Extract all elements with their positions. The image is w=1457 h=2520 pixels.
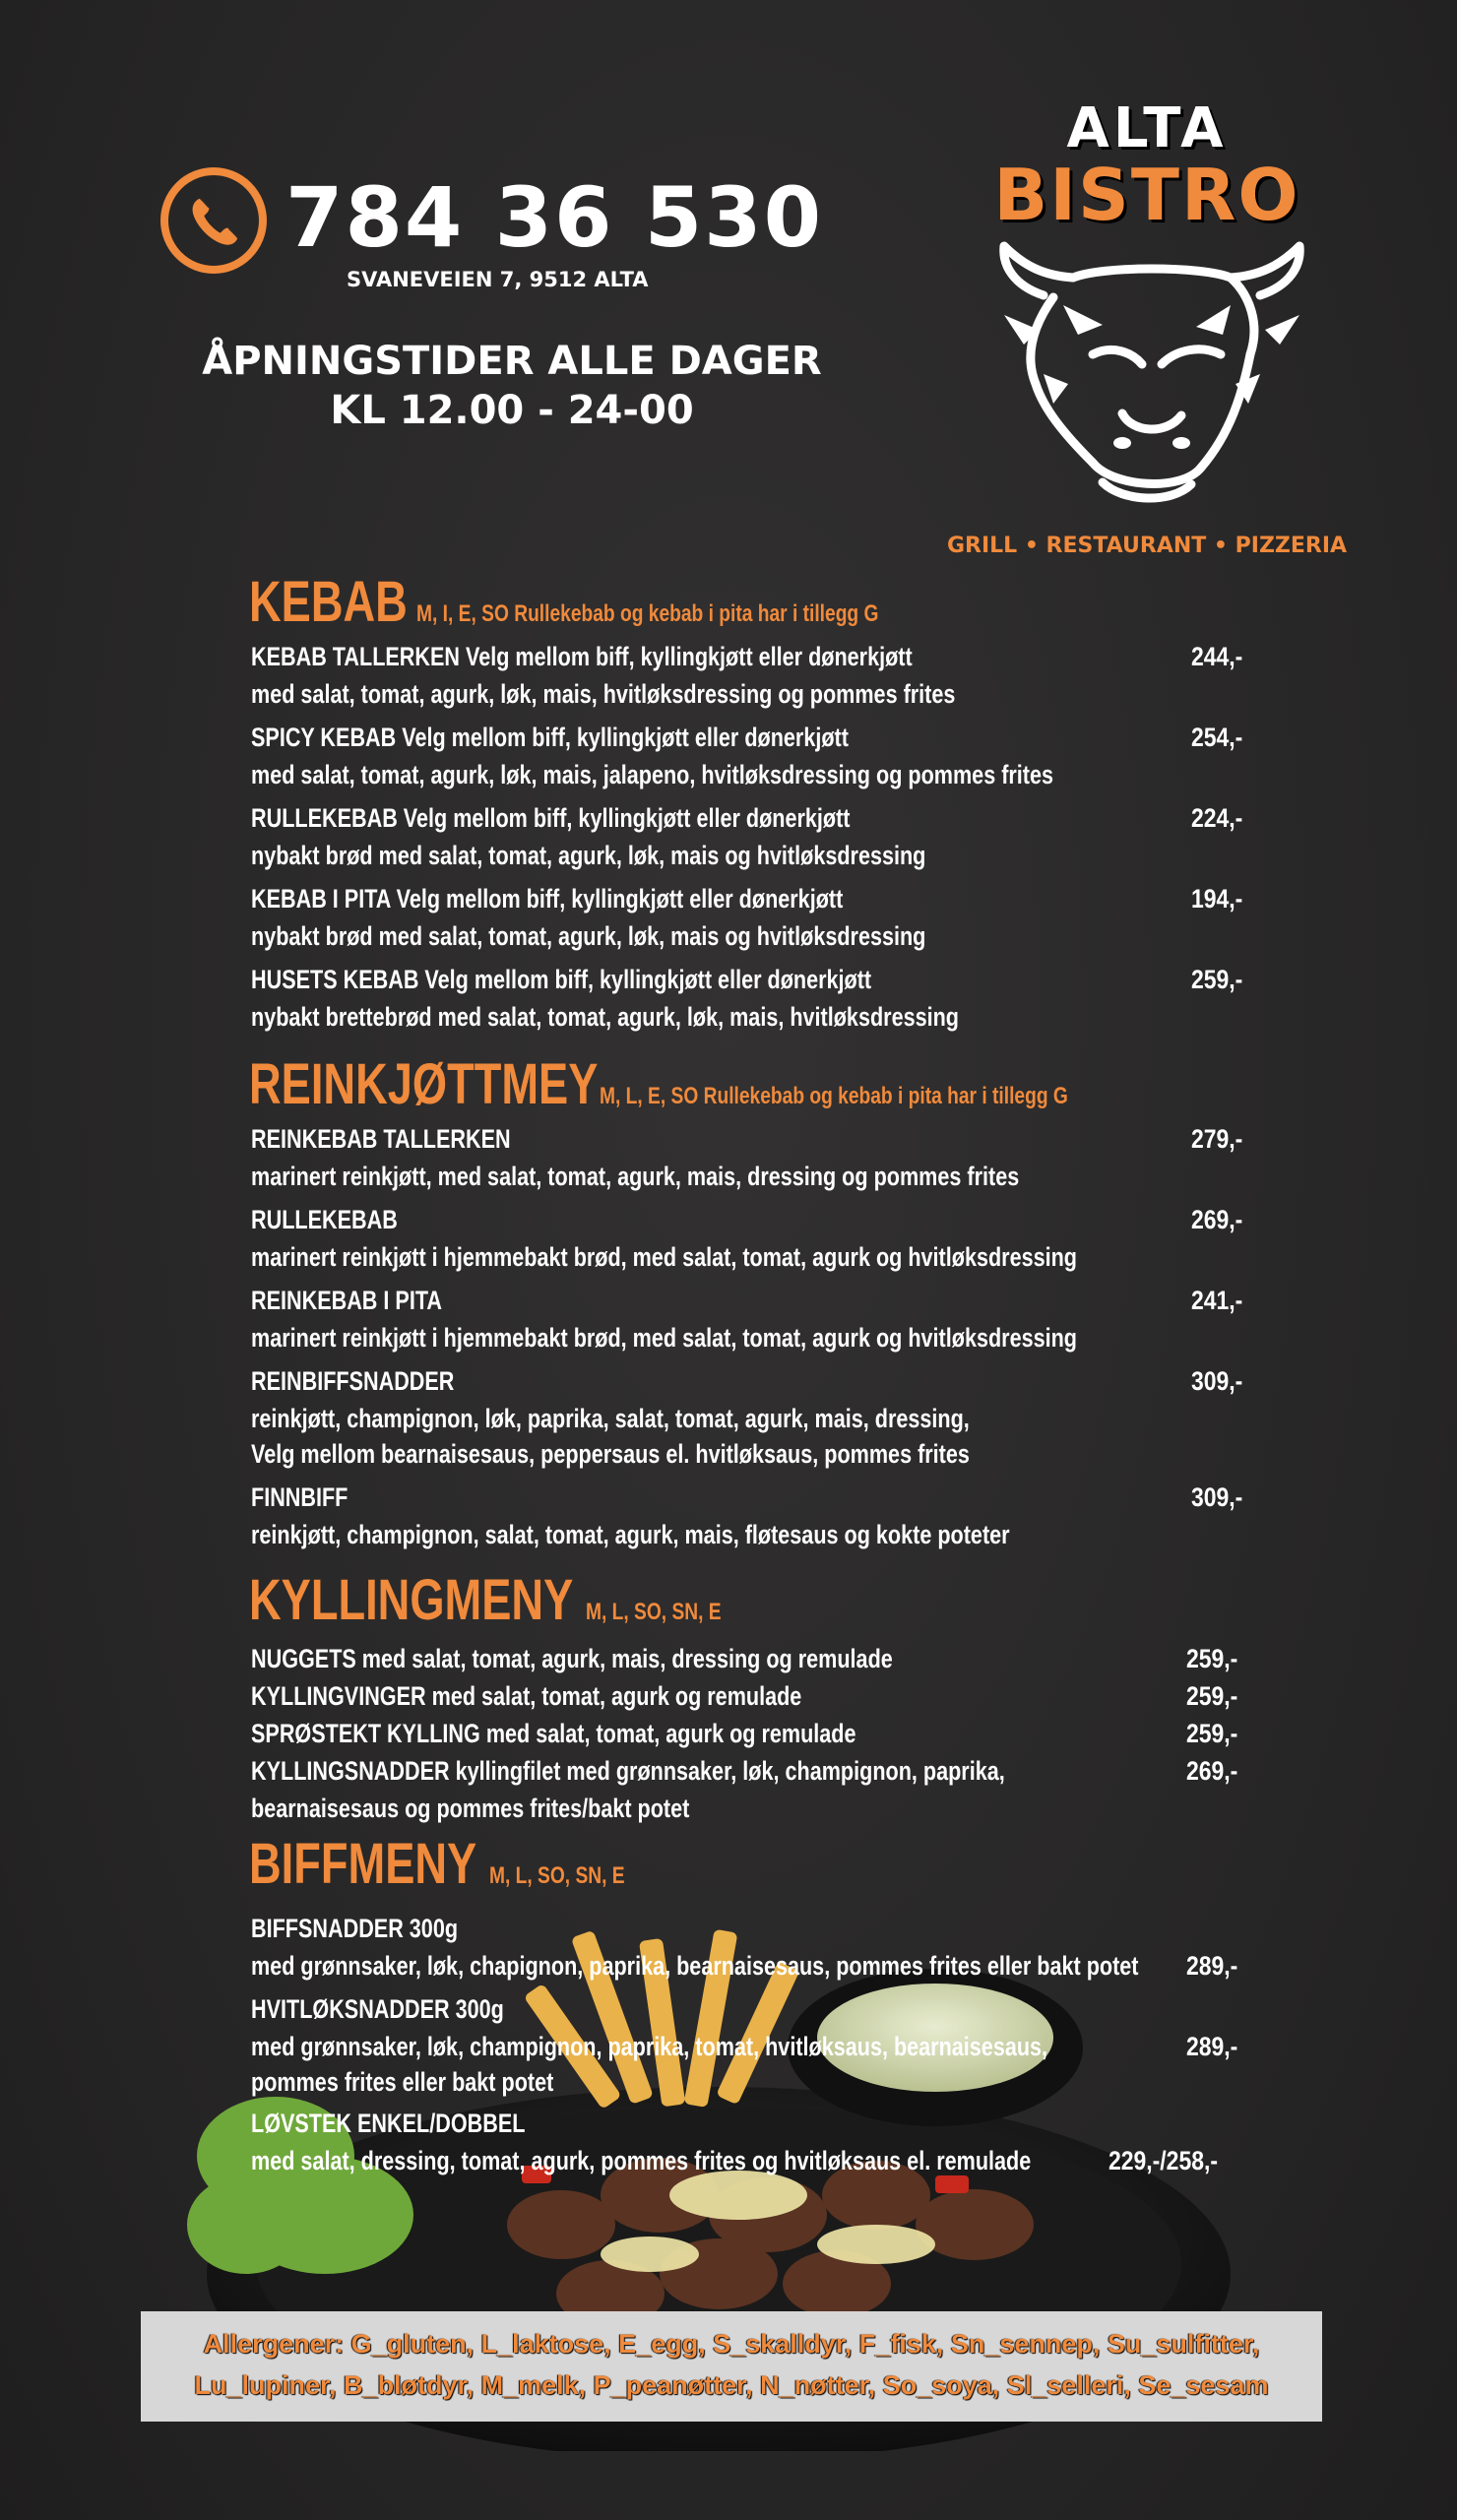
- menu-line: REINBIFFSNADDER: [251, 1366, 455, 1396]
- menu-line: HVITLØKSNADDER 300g: [251, 1994, 504, 2024]
- menu-line: marinert reinkjøtt, med salat, tomat, agurk, mais, dressing og pommes frites: [251, 1162, 1020, 1191]
- menu-line: marinert reinkjøtt i hjemmebakt brød, med salat, tomat, agurk og hvitløksdressing: [251, 1323, 1077, 1353]
- menu-line: LØVSTEK ENKEL/DOBBEL: [251, 2109, 526, 2138]
- menu-line: med grønnsaker, løk, chapignon, paprika, bearnaisesaus, pommes frites eller bakt potet: [251, 1951, 1139, 1981]
- allergen-line: Lu_lupiner, B_bløtdyr, M_melk, P_peanøtter, N_nøtter, So_soya, Sl_selleri, Se_sesam: [194, 2370, 1269, 2400]
- section-title-kebab: KEBAB: [249, 570, 408, 634]
- opening-hours-line2: KL 12.00 - 24-00: [330, 388, 694, 433]
- menu-line: KEBAB TALLERKEN Velg mellom biff, kyllingkjøtt eller dønerkjøtt: [251, 642, 913, 671]
- price: 224,-: [1191, 803, 1243, 833]
- section-subtitle-kebab: M, I, E, SO Rullekebab og kebab i pita har i tillegg G: [416, 600, 879, 627]
- logo-tagline: GRILL • RESTAURANT • PIZZERIA: [946, 534, 1348, 558]
- price: 309,-: [1191, 1366, 1243, 1396]
- menu-line: RULLEKEBAB Velg mellom biff, kyllingkjøtt eller dønerkjøtt: [251, 803, 851, 833]
- opening-hours: [177, 337, 847, 435]
- menu-line: SPICY KEBAB Velg mellom biff, kyllingkjøtt eller dønerkjøtt: [251, 723, 849, 752]
- menu-line: HUSETS KEBAB Velg mellom biff, kyllingkjøtt eller dønerkjøtt: [251, 965, 872, 994]
- menu-line: KYLLINGSNADDER kyllingfilet med grønnsaker, løk, champignon, paprika,: [251, 1756, 1005, 1786]
- price: 259,-: [1191, 965, 1243, 994]
- price: 194,-: [1191, 884, 1243, 914]
- menu-line: RULLEKEBAB: [251, 1205, 398, 1234]
- price: 269,-: [1191, 1205, 1243, 1234]
- menu-line: nybakt brettebrød med salat, tomat, agurk, løk, mais, hvitløksdressing: [251, 1002, 959, 1032]
- menu-line: nybakt brød med salat, tomat, agurk, løk, mais og hvitløksdressing: [251, 841, 926, 870]
- phone-number: 784 36 530: [285, 169, 824, 266]
- menu-line: med grønnsaker, løk, champignon, paprika, tomat, hvitløksaus, bearnaisesaus,: [251, 2032, 1048, 2061]
- price: 269,-: [1186, 1756, 1238, 1786]
- bull-head-icon: [984, 236, 1319, 512]
- section-title-biff: BIFFMENY: [249, 1832, 477, 1896]
- menu-line: med salat, dressing, tomat, agurk, pommes frites og hvitløksaus el. remulade: [251, 2146, 1032, 2175]
- price: 259,-: [1186, 1644, 1238, 1673]
- menu-line: NUGGETS med salat, tomat, agurk, mais, dressing og remulade: [251, 1644, 893, 1673]
- price: 241,-: [1191, 1286, 1243, 1315]
- menu-line: FINNBIFF: [251, 1482, 348, 1512]
- section-subtitle-rein: M, L, E, SO Rullekebab og kebab i pita har i tillegg G: [600, 1083, 1069, 1109]
- menu-line: pommes frites eller bakt potet: [251, 2067, 554, 2097]
- allergen-line: Allergener: G_gluten, L_laktose, E_egg, S_skalldyr, F_fisk, Sn_sennep, Su_sulfitter,: [203, 2329, 1260, 2359]
- section-subtitle-biff: M, L, SO, SN, E: [489, 1862, 626, 1889]
- menu-line: REINKEBAB I PITA: [251, 1286, 443, 1315]
- restaurant-logo: [935, 89, 1359, 571]
- menu-line: nybakt brød med salat, tomat, agurk, løk, mais og hvitløksdressing: [251, 921, 926, 951]
- menu-line: reinkjøtt, champignon, salat, tomat, agurk, mais, fløtesaus og kokte poteter: [251, 1520, 1010, 1549]
- section-header-kebab: [249, 569, 994, 635]
- price: 259,-: [1186, 1719, 1238, 1748]
- section-title-rein: REINKJØTTMEY: [249, 1052, 599, 1116]
- menu-line: med salat, tomat, agurk, løk, mais, jalapeno, hvitløksdressing og pommes frites: [251, 760, 1054, 789]
- address: SVANEVEIEN 7, 9512 ALTA: [347, 268, 649, 291]
- price: 309,-: [1191, 1482, 1243, 1512]
- price: 289,-: [1186, 2032, 1238, 2061]
- menu-line: REINKEBAB TALLERKEN: [251, 1124, 511, 1154]
- price: 254,-: [1191, 723, 1243, 752]
- menu-line: KEBAB I PITA Velg mellom biff, kyllingkjøtt eller dønerkjøtt: [251, 884, 844, 914]
- section-header-kylling: [249, 1567, 755, 1633]
- logo-alta: ALTA: [1066, 96, 1228, 160]
- menu-line: KYLLINGVINGER med salat, tomat, agurk og remulade: [251, 1681, 802, 1711]
- menu-line: Velg mellom bearnaisesaus, peppersaus el. hvitløksaus, pommes frites: [251, 1439, 970, 1469]
- section-subtitle-kylling: M, L, SO, SN, E: [586, 1599, 722, 1625]
- price: 279,-: [1191, 1124, 1243, 1154]
- price: 229,-/258,-: [1109, 2146, 1219, 2175]
- menu-line: SPRØSTEKT KYLLING med salat, tomat, agurk og remulade: [251, 1719, 856, 1748]
- menu-line: reinkjøtt, champignon, løk, paprika, salat, tomat, agurk, mais, dressing,: [251, 1404, 970, 1433]
- price: 244,-: [1191, 642, 1243, 671]
- price: 259,-: [1186, 1681, 1238, 1711]
- menu-line: med salat, tomat, agurk, løk, mais, hvitløksdressing og pommes frites: [251, 679, 956, 709]
- menu-line: marinert reinkjøtt i hjemmebakt brød, med salat, tomat, agurk og hvitløksdressing: [251, 1242, 1077, 1272]
- allergen-info-box: [141, 2311, 1322, 2422]
- logo-bistro: BISTRO: [993, 154, 1300, 236]
- price: 289,-: [1186, 1951, 1238, 1981]
- menu-line: BIFFSNADDER 300g: [251, 1914, 459, 1943]
- section-title-kylling: KYLLINGMENY: [249, 1568, 574, 1632]
- phone-icon: [160, 167, 267, 274]
- section-header-rein: [249, 1051, 1185, 1117]
- menu-line: bearnaisesaus og pommes frites/bakt potet: [251, 1794, 690, 1823]
- opening-hours-line1: ÅPNINGSTIDER ALLE DAGER: [202, 339, 822, 384]
- section-header-biff: [249, 1831, 659, 1897]
